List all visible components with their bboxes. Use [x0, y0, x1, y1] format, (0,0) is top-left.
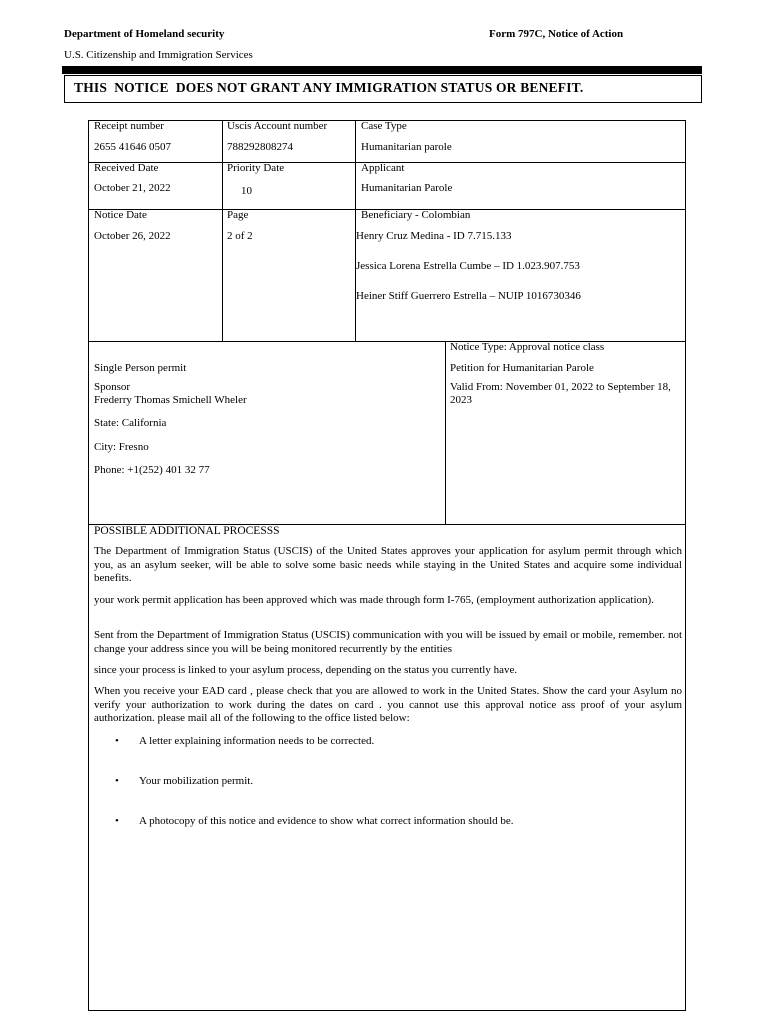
process-paragraph: When you receive your EAD card , please check that you are allowed to work in the United States. Show the card your Asylum no verify your authorization to work during the dates on card . you cannot use this approval notice ass proof of your asylum authorization. please mail all of the following to the office listed below:: [94, 685, 682, 724]
case-type-label: Case Type: [361, 120, 407, 132]
page-label: Page: [227, 209, 249, 221]
case-type-value: Humanitarian parole: [361, 141, 452, 153]
priority-date-label: Priority Date: [227, 162, 285, 174]
agency-name: U.S. Citizenship and Immigration Services: [64, 49, 253, 61]
beneficiary-item: Henry Cruz Medina - ID 7.715.133: [356, 230, 512, 242]
bullet-item: A photocopy of this notice and evidence to show what correct information should be.: [139, 815, 514, 827]
petition-type: Petition for Humanitarian Parole: [450, 362, 594, 374]
validity-period: Valid From: November 01, 2022 to September 18, 2023: [450, 381, 671, 406]
beneficiary-label: Beneficiary - Colombian: [361, 209, 471, 221]
received-date-label: Received Date: [94, 162, 159, 174]
account-number-label: Uscis Account number: [227, 120, 328, 132]
page-value: 2 of 2: [227, 230, 253, 242]
sponsor-phone: Phone: +1(252) 401 32 77: [94, 464, 210, 476]
notice-date-value: October 26, 2022: [94, 230, 171, 242]
receipt-number-value: 2655 41646 0507: [94, 141, 171, 153]
sponsor-name: Frederry Thomas Smichell Wheler: [94, 394, 247, 406]
form-title: Form 797C, Notice of Action: [489, 28, 624, 40]
header-rule: [62, 66, 702, 74]
bullet-item: Your mobilization permit.: [139, 775, 254, 787]
sponsor-state: State: California: [94, 417, 167, 429]
divider: [445, 341, 446, 525]
department-name: Department of Homeland security: [64, 28, 225, 40]
bullet-icon: •: [115, 775, 119, 787]
bullet-icon: •: [115, 735, 119, 747]
account-number-value: 788292808274: [227, 141, 293, 153]
process-paragraph: your work permit application has been approved which was made through form I-765, (employment authorization application).: [94, 594, 654, 606]
applicant-value: Humanitarian Parole: [361, 182, 453, 194]
applicant-label: Applicant: [361, 162, 405, 174]
process-paragraph: Sent from the Department of Immigration Status (USCIS) communication with you will be issued by email or mobile, remember. not change your address since you will be being monitored recurrently by the entities: [94, 629, 682, 655]
process-paragraph: since your process is linked to your asylum process, depending on the status you currently have.: [94, 664, 518, 676]
beneficiary-item: Jessica Lorena Estrella Cumbe – ID 1.023.907.753: [356, 260, 580, 272]
notice-date-label: Notice Date: [94, 209, 147, 221]
bullet-icon: •: [115, 815, 119, 827]
notice-type: Notice Type: Approval notice class: [450, 341, 605, 353]
received-date-value: October 21, 2022: [94, 182, 171, 194]
process-paragraph: The Department of Immigration Status (USCIS) of the United States approves your application for asylum permit through which you, as an asylum seeker, will be able to solve some basic needs while staying in the United States and acquire some individual benefits.: [94, 545, 682, 584]
permit-type: Single Person permit: [94, 362, 187, 374]
bullet-item: A letter explaining information needs to be corrected.: [139, 735, 375, 747]
sponsor-label: Sponsor: [94, 381, 131, 393]
receipt-number-label: Receipt number: [94, 120, 164, 132]
priority-date-value: 10: [241, 185, 252, 197]
beneficiary-item: Heiner Stiff Guerrero Estrella – NUIP 1016730346: [356, 290, 581, 302]
sponsor-city: City: Fresno: [94, 441, 149, 453]
notice-banner: THIS NOTICE DOES NOT GRANT ANY IMMIGRATION STATUS OR BENEFIT.: [64, 75, 702, 103]
divider: [222, 120, 223, 342]
processes-heading: POSSIBLE ADDITIONAL PROCESSS: [94, 525, 280, 537]
